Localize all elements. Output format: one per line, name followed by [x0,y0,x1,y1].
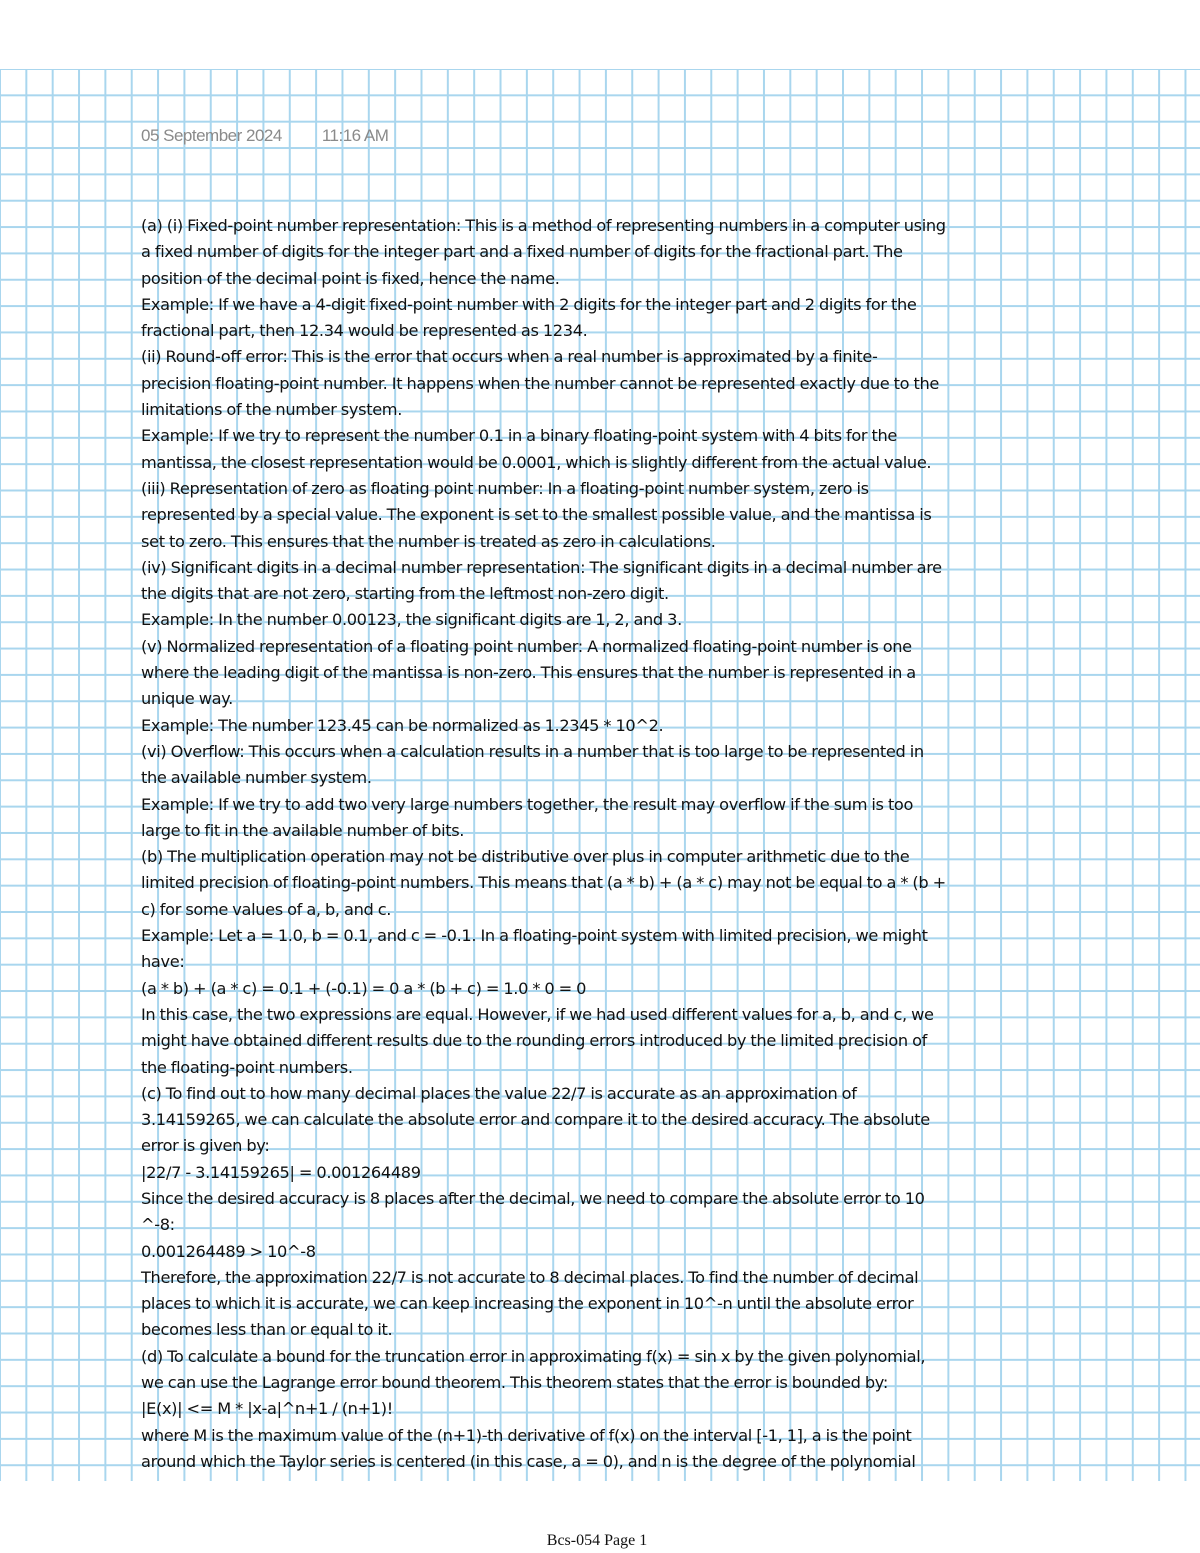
text-line: mantissa, the closest representation would be 0.0001, which is slightly different from the actual value. [141,452,932,472]
note-header [141,126,388,146]
text-line: set to zero. This ensures that the number is treated as zero in calculations. [141,531,716,551]
text-line: limited precision of floating-point numbers. This means that (a * b) + (a * c) may not be equal to a * (b + [141,873,946,893]
text-line: where the leading digit of the mantissa is non-zero. This ensures that the number is represented in a [141,663,916,683]
text-line: position of the decimal point is fixed, hence the name. [141,268,560,288]
text-line: (vi) Overflow: This occurs when a calculation results in a number that is too large to be represented in [141,741,924,761]
text-line: Therefore, the approximation 22/7 is not accurate to 8 decimal places. To find the number of decimal [141,1267,919,1287]
text-line: have: [141,952,185,972]
text-line: (iv) Significant digits in a decimal number representation: The significant digits in a decimal number are [141,557,942,577]
text-line: Example: Let a = 1.0, b = 0.1, and c = -0.1. In a floating-point system with limited precision, we might [141,926,928,946]
text-line: 0.001264489 > 10^-8 [141,1241,316,1261]
text-line: (d) To calculate a bound for the truncation error in approximating f(x) = sin x by the given polynomial, [141,1346,926,1366]
text-line: (a * b) + (a * c) = 0.1 + (-0.1) = 0 a * (b + c) = 1.0 * 0 = 0 [141,978,587,998]
text-line: where M is the maximum value of the (n+1)-th derivative of f(x) on the interval [-1, 1], a is the point [141,1425,912,1445]
text-line: (b) The multiplication operation may not be distributive over plus in computer arithmetic due to the [141,847,910,867]
text-line: ^-8: [141,1215,175,1235]
text-line: In this case, the two expressions are equal. However, if we had used different values for a, b, and c, we [141,1004,934,1024]
text-line: the available number system. [141,768,372,788]
text-line: the digits that are not zero, starting from the leftmost non-zero digit. [141,584,669,604]
text-line: 3.14159265, we can calculate the absolute error and compare it to the desired accuracy. The absolute [141,1110,930,1130]
text-line: might have obtained different results due to the rounding errors introduced by the limited precision of [141,1031,927,1051]
text-line: precision floating-point number. It happens when the number cannot be represented exactly due to the [141,373,940,393]
text-line: c) for some values of a, b, and c. [141,899,392,919]
text-line: Since the desired accuracy is 8 places after the decimal, we need to compare the absolute error to 10 [141,1188,925,1208]
text-line: becomes less than or equal to it. [141,1320,393,1340]
text-line: we can use the Lagrange error bound theorem. This theorem states that the error is bounded by: [141,1373,888,1393]
text-line: (a) (i) Fixed-point number representation: This is a method of representing numbers in a computer using [141,216,946,235]
text-line: unique way. [141,689,233,709]
text-line: error is given by: [141,1136,270,1156]
text-line: large to fit in the available number of bits. [141,820,465,840]
text-line: (c) To find out to how many decimal places the value 22/7 is accurate as an approximation of [141,1083,857,1103]
text-line: Example: In the number 0.00123, the significant digits are 1, 2, and 3. [141,610,682,630]
text-line: Example: If we have a 4-digit fixed-point number with 2 digits for the integer part and 2 digits for the [141,294,917,314]
text-line: Example: The number 123.45 can be normalized as 1.2345 * 10^2. [141,715,664,735]
note-time: 11:16 AM [321,126,389,145]
text-line: (ii) Round-off error: This is the error that occurs when a real number is approximated by a finite- [141,347,878,367]
note-body [141,213,1141,1475]
page-footer [0,1532,1200,1550]
text-line: represented by a special value. The exponent is set to the smallest possible value, and the mantissa is [141,505,932,525]
text-line: fractional part, then 12.34 would be represented as 1234. [141,321,588,341]
text-line: |E(x)| <= M * |x-a|^n+1 / (n+1)! [141,1399,393,1419]
text-line: the floating-point numbers. [141,1057,353,1077]
text-line: |22/7 - 3.14159265| = 0.001264489 [141,1162,421,1182]
text-line: places to which it is accurate, we can keep increasing the exponent in 10^-n until the absolute error [141,1294,914,1314]
text-line: Example: If we try to add two very large numbers together, the result may overflow if the sum is too [141,794,914,814]
text-line: (v) Normalized representation of a floating point number: A normalized floating-point number is one [141,636,912,656]
page-label: Bcs-054 Page 1 [546,1532,648,1549]
text-line: a fixed number of digits for the integer part and a fixed number of digits for the fractional part. The [141,242,903,262]
text-line: limitations of the number system. [141,400,403,420]
text-line: (iii) Representation of zero as floating point number: In a floating-point number system, zero is [141,478,869,498]
text-line: Example: If we try to represent the number 0.1 in a binary floating-point system with 4 bits for the [141,426,898,446]
note-date: 05 September 2024 [141,126,282,145]
text-line: around which the Taylor series is centered (in this case, a = 0), and n is the degree of the polynomial [141,1451,916,1471]
